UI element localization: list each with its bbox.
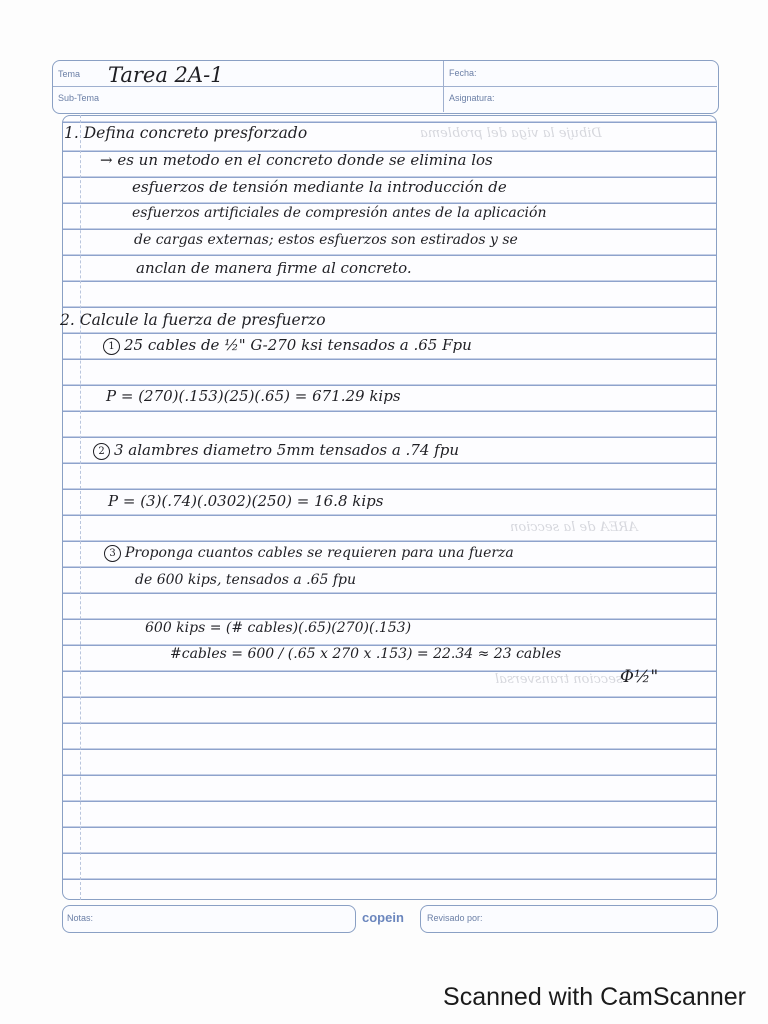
part-number-circle: 2 xyxy=(93,443,110,460)
asignatura-label: Asignatura: xyxy=(449,93,495,103)
q2-part1-statement: 1 25 cables de ½" G-270 ksi tensados a .65 Fpu xyxy=(103,336,472,355)
q1-heading: 1. Defina concreto presforzado xyxy=(64,124,308,142)
q2-heading: 2. Calcule la fuerza de presfuerzo xyxy=(60,311,326,329)
q1-line: de cargas externas; estos esfuerzos son estirados y se xyxy=(134,232,518,248)
copein-logo: copein xyxy=(362,910,404,925)
part-number-circle: 3 xyxy=(104,545,121,562)
q1-line: esfuerzos artificiales de compresión antes de la aplicación xyxy=(132,205,547,221)
q2-part3-calc3: Φ½" xyxy=(620,667,659,687)
q1-line: → es un metodo en el concreto donde se elimina los xyxy=(100,151,493,169)
q2-part1-calc: P = (270)(.153)(25)(.65) = 671.29 kips xyxy=(106,387,401,405)
q2-part3-calc2: #cables = 600 / (.65 x 270 x .153) = 22.34 ≈ 23 cables xyxy=(170,646,562,662)
part-number-circle: 1 xyxy=(103,338,120,355)
q1-line: anclan de manera firme al concreto. xyxy=(136,259,412,277)
page-title: Tarea 2A-1 xyxy=(108,63,224,87)
q2-part2-calc: P = (3)(.74)(.0302)(250) = 16.8 kips xyxy=(108,492,384,510)
tema-label: Tema xyxy=(58,69,81,79)
fecha-label: Fecha: xyxy=(449,68,477,78)
q2-part2-statement: 2 3 alambres diametro 5mm tensados a .74 fpu xyxy=(93,441,459,460)
q2-part3-statement-cont: de 600 kips, tensados a .65 fpu xyxy=(135,572,357,588)
q2-part3-statement: 3 Proponga cuantos cables se requieren para una fuerza xyxy=(104,545,514,562)
camscanner-watermark: Scanned with CamScanner xyxy=(443,983,746,1011)
q2-part3-calc1: 600 kips = (# cables)(.65)(270)(.153) xyxy=(145,620,412,636)
q1-line: esfuerzos de tensión mediante la introducción de xyxy=(132,178,507,196)
revisado-label: Revisado por: xyxy=(427,913,483,923)
notas-box xyxy=(62,905,356,933)
subtema-label: Sub-Tema xyxy=(58,93,100,103)
notas-label: Notas: xyxy=(67,913,94,923)
notebook-page: Tema Sub-Tema Fecha: Asignatura: Tarea 2A-1 Dibuje la viga del problema AREA de la seccion seccion transversal 1. Defina concreto presforzado → es un metodo en el concreto donde se elimina los esfuerzos de tensión mediante la introducción de esfuerzos artificiales de compresión antes de la aplicación de cargas externas; estos esfuerzos son estirados y se anclan de manera firme al concreto. 2. Calcule la fuerza de presfuerzo 1 25 cables de ½" G-270 ksi tensados a .65 Fpu P = (270)(.153)(25)(.65) = 671.29 kips 2 3 alambres diametro 5mm tensados a .74 fpu P = (3)(.74)(.0302)(250) = 16.8 kips 3 Proponga cuantos cables se requieren para una fuerza de 600 kips, tensados a .65 fpu 600 kips = (# cables)(.65)(270)(.153) #cables = 600 / (.65 x 270 x .153) = 22.34 ≈ 23 cables Φ½" Notas: copein Revisado por: Scanned with CamScanner xyxy=(0,0,768,1024)
